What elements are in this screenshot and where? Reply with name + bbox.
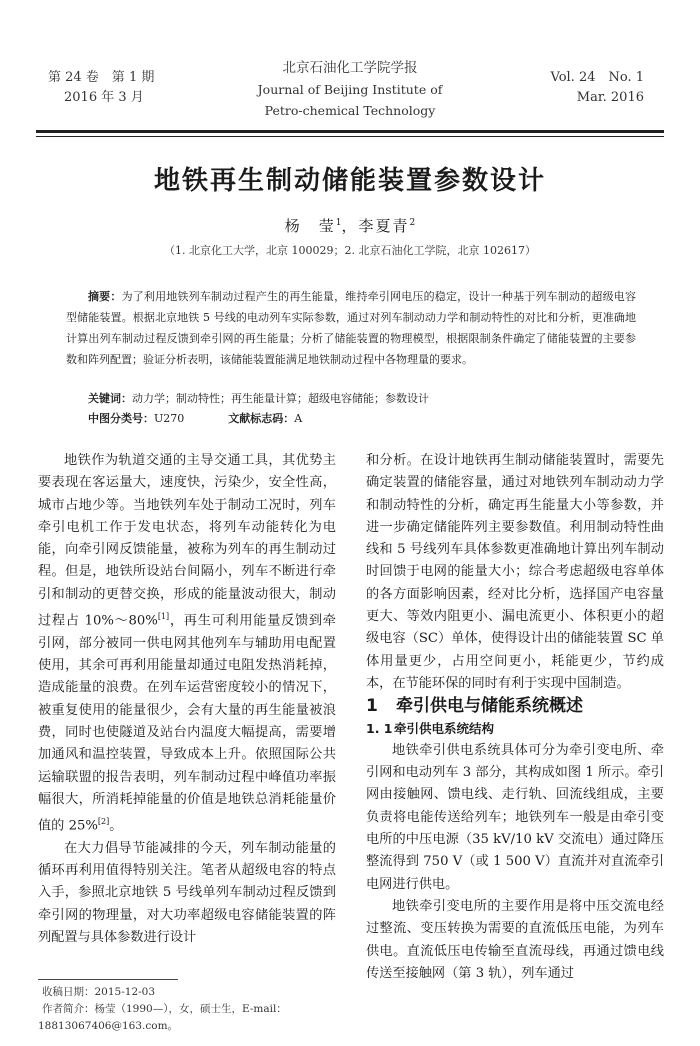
section-number: 1 <box>366 696 378 717</box>
author-1: 杨 莹 <box>284 217 336 235</box>
journal-name-en-2: Petro-chemical Technology <box>264 103 436 118</box>
clc-value: U270 <box>154 412 185 425</box>
affiliations: （1. 北京化工大学，北京 100029；2. 北京石油化工学院，北京 102617） <box>164 244 536 257</box>
footnotes <box>38 984 338 1035</box>
subsection-number: 1. 1 <box>366 720 393 736</box>
author-2: 李夏青 <box>358 217 410 235</box>
doc-code-label: 文献标志码： <box>228 412 295 425</box>
footnote-rule <box>38 979 178 980</box>
body-column-right <box>366 450 664 985</box>
paragraph-text: 地铁作为轨道交通的主导交通工具，其优势主要表现在客运量大，速度快，污染少，安全性高，城市占地少等。当地铁列车处于制动工况时，列车牵引电机工作于发电状态，将列车动能转化为电能，向牵引网反馈能量，被称为列车的再生制动过程。但是，地铁所设站台间隔小，列车不断进行牵引和制动的更替交换，形成的能量波动很大，制动过程占 10%～80% <box>38 453 336 629</box>
volume-issue-en: Vol. 24 No. 1 <box>550 70 644 85</box>
body-column-left <box>38 450 336 949</box>
header-rule-thick <box>36 130 664 133</box>
abstract <box>66 286 636 370</box>
keywords <box>88 390 648 406</box>
keywords-text: 动力学；制动特性；再生能量计算；超级电容储能；参数设计 <box>132 392 429 405</box>
paragraph-text: ，再生可利用能量反馈到牵引网，部分被同一供电网其他列车与辅助用电配置使用，其余可再利用能量却通过电阻发热消耗掉，造成能量的浪费。在列车运营密度较小的情况下，被重复使用的能量很少，会有大量的再生能量被浪费，同时也使隧道及站台内温度大幅提高，需要增加通风和温控装置，导致成本上升。依照国际公共运输联盟的报告表明，列车制动过程中峰值功率振幅很大，所消耗掉能量的价值是地铁总消耗能量价值的 25% <box>38 613 336 834</box>
journal-name-cn: 北京石油化工学院学报 <box>282 60 418 76</box>
authors <box>0 215 700 236</box>
date-en: Mar. 2016 <box>576 90 644 105</box>
citation: [2] <box>97 817 110 827</box>
received-date: 收稿日期：2015-12-03 <box>42 986 156 998</box>
author-1-affil: 1 <box>335 218 342 228</box>
paragraph: 地铁牵引变电所的主要作用是将中压交流电经过整流、变压转换为需要的直流低压电能，为列车供电。直流低压电传输至直流母线，再通过馈电线传送至接触网（第 3 轨），列车通过 <box>366 898 664 981</box>
paragraph <box>38 450 336 838</box>
header-left <box>48 68 154 108</box>
paragraph: 和分析。在设计地铁再生制动储能装置时，需要先确定装置的储能容量，通过对地铁列车制动动力学和制动特性的分析，确定再生能量大小等参数，并进一步确定储能阵列主要参数值。利用制动特性曲线和 5 号线列车具体参数更准确地计算出列车制动时回馈于电网的能量大小；综合考虑超级电容单体的各方面影响因素，经对比分析，选择国产电容量更大、等效内阻更小、漏电流更小、体积更小的超级电容（SC）单体，使得设计出的储能装置 SC 单体用量更少，占用空间更小，耗能更少，节约成本，在节能环保的同时有利于实现中国制造。 <box>366 453 664 691</box>
header-center <box>180 58 520 121</box>
journal-name-en-1: Journal of Beijing Institute of <box>257 82 443 97</box>
abstract-text: 为了利用地铁列车制动过程产生的再生能量，维持牵引网电压的稳定，设计一种基于列车制动的超级电容型储能装置。根据北京地铁 5 号线的电动列车实际参数，通过对列车制动动力学和制动特性的对比和分析，更准确地计算出列车制动过程反馈到牵引网的再生能量；分析了储能装置的物理模型，根据限制条件确定了储能装置的主要参数和阵列配置；验证分析表明，该储能装置能满足地铁制动过程中各物理量的要求。 <box>66 290 636 366</box>
subsection-title: 牵引供电系统结构 <box>394 720 495 736</box>
clc-label: 中图分类号： <box>88 412 154 425</box>
doc-code-value: A <box>294 412 303 425</box>
paragraph-text: 。 <box>109 818 123 834</box>
volume-issue-cn: 第 24 卷 第 1 期 <box>48 70 155 85</box>
paper-title: 地铁再生制动储能装置参数设计 <box>153 166 546 196</box>
date-cn: 2016 年 3 月 <box>64 90 144 105</box>
author-separator: ， <box>341 217 359 235</box>
author-2-affil: 2 <box>409 218 416 228</box>
subsection-heading <box>366 718 664 740</box>
citation: [1] <box>157 612 170 622</box>
section-heading <box>366 695 664 717</box>
classification <box>88 410 302 426</box>
author-bio: 作者简介：杨莹（1990—），女，硕士生，E-mail：18813067406@163.com。 <box>38 1003 287 1032</box>
keywords-label: 关键词： <box>88 392 132 405</box>
abstract-label: 摘要： <box>88 290 122 303</box>
paragraph: 地铁牵引供电系统具体可分为牵引变电所、牵引网和电动列车 3 部分，其构成如图 1 所示。牵引网由接触网、馈电线、走行轨、回流线组成，主要负责将电能传送给列车；地铁列车一般是由牵引变电所的中压电源（35 kV/10 kV 交流电）通过降压整流得到 750 V（或 1 500 V）直流并对直流牵引电网进行供电。 <box>366 742 664 892</box>
header-rule-thin <box>36 136 664 137</box>
paragraph: 在大力倡导节能减排的今天，列车制动能量的循环再利用值得特别关注。笔者从超级电容的特点入手，参照北京地铁 5 号线单列车制动过程反馈到牵引网的物理量，对大功率超级电容储能装置的阵列配置与具体参数进行设计 <box>38 840 336 946</box>
section-title: 牵引供电与储能系统概述 <box>396 696 583 717</box>
header-right <box>551 68 645 108</box>
